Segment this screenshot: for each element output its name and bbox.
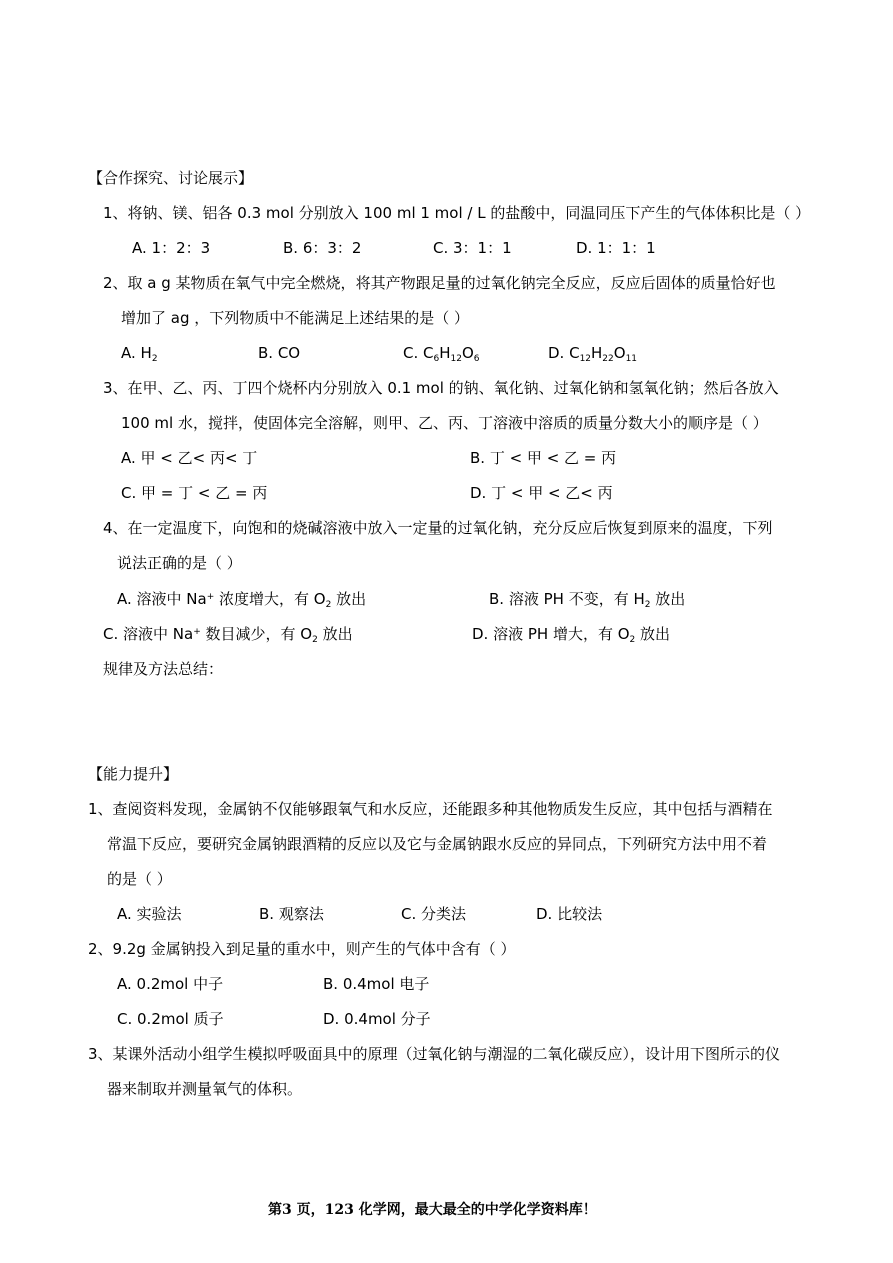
s2-q2-stem: 2、9.2g 金属钠投入到足量的重水中，则产生的气体中含有（ ） (88, 940, 516, 958)
q2-option-b: B. CO (258, 344, 301, 362)
q3-option-c: C. 甲 = 丁 < 乙 = 丙 (121, 484, 268, 502)
q1-option-c: C. 3：1：1 (433, 239, 512, 257)
s2-q2-option-a: A. 0.2mol 中子 (117, 975, 224, 993)
q4-option-d: D. 溶液 PH 增大，有 $O_2$ 放出 (472, 625, 671, 645)
s2-q1-stem-line2: 常温下反应，要研究金属钠跟酒精的反应以及它与金属钠跟水反应的异同点，下列研究方法中用不着 (107, 835, 768, 853)
s2-q2-option-b: B. 0.4mol 电子 (323, 975, 430, 993)
q3-option-a: A. 甲 < 乙< 丙< 丁 (121, 449, 258, 467)
method-summary-label: 规律及方法总结： (103, 660, 224, 678)
s2-q1-option-d: D. 比较法 (536, 905, 603, 923)
q1-option-a: A. 1：2：3 (132, 239, 211, 257)
s2-q1-stem-line3: 的是（ ） (107, 870, 172, 888)
q4-option-c: C. 溶液中 Na+ 数目减少，有 $O_2$ 放出 (103, 625, 353, 645)
page-footer: 第3 页，123 化学网，最大最全的中学化学资料库！ (268, 1202, 597, 1218)
s2-q2-option-c: C. 0.2mol 质子 (117, 1010, 224, 1028)
s2-q1-option-a: A. 实验法 (117, 905, 182, 923)
section-heading-cooperative-inquiry: 【合作探究、讨论展示】 (88, 169, 254, 187)
q2-stem-line1: 2、取 a g 某物质在氧气中完全燃烧，将其产物跟足量的过氧化钠完全反应，反应后固体的质量恰好也 (103, 274, 776, 292)
q4-option-a: A. 溶液中 Na+ 浓度增大，有 $O_2$ 放出 (117, 590, 367, 610)
q3-stem-line2: 100 ml 水，搅拌，使固体完全溶解，则甲、乙、丙、丁溶液中溶质的质量分数大小的顺序是（ ） (121, 414, 768, 432)
section-heading-ability-improvement: 【能力提升】 (88, 765, 179, 783)
s2-q1-stem-line1: 1、查阅资料发现，金属钠不仅能够跟氧气和水反应，还能跟多种其他物质发生反应，其中包括与酒精在 (88, 800, 773, 818)
q1-option-b: B. 6：3：2 (283, 239, 362, 257)
s2-q3-stem-line2: 器来制取并测量氧气的体积。 (107, 1080, 303, 1098)
s2-q1-option-c: C. 分类法 (401, 905, 467, 923)
q1-stem: 1、将钠、镁、铝各 0.3 mol 分别放入 100 ml 1 mol / L 的盐酸中，同温同压下产生的气体体积比是（ ） (103, 204, 811, 222)
q2-option-c: C. $C_6H_{12}O_6$ (403, 344, 480, 364)
q4-stem-line2: 说法正确的是（ ） (117, 554, 242, 572)
s2-q3-stem-line1: 3、某课外活动小组学生模拟呼吸面具中的原理（过氧化钠与潮湿的二氧化碳反应），设计用下图所示的仪 (88, 1045, 781, 1063)
q4-stem-line1: 4、在一定温度下，向饱和的烧碱溶液中放入一定量的过氧化钠，充分反应后恢复到原来的温度，下列 (103, 519, 773, 537)
q2-stem-line2: 增加了 ag ，下列物质中不能满足上述结果的是（ ） (121, 309, 470, 327)
q3-option-d: D. 丁 < 甲 < 乙< 丙 (470, 484, 613, 502)
s2-q1-option-b: B. 观察法 (259, 905, 324, 923)
q3-option-b: B. 丁 < 甲 < 乙 = 丙 (470, 449, 617, 467)
q2-option-d: D. $C_{12}H_{22}O_{11}$ (548, 344, 638, 364)
q3-stem-line1: 3、在甲、乙、丙、丁四个烧杯内分别放入 0.1 mol 的钠、氧化钠、过氧化钠和氢氧化钠；然后各放入 (103, 379, 779, 397)
s2-q2-option-d: D. 0.4mol 分子 (323, 1010, 431, 1028)
q2-option-a: A. $H_2$ (121, 344, 158, 364)
q1-option-d: D. 1：1：1 (576, 239, 656, 257)
q4-option-b: B. 溶液 PH 不变，有 $H_2$ 放出 (489, 590, 686, 610)
